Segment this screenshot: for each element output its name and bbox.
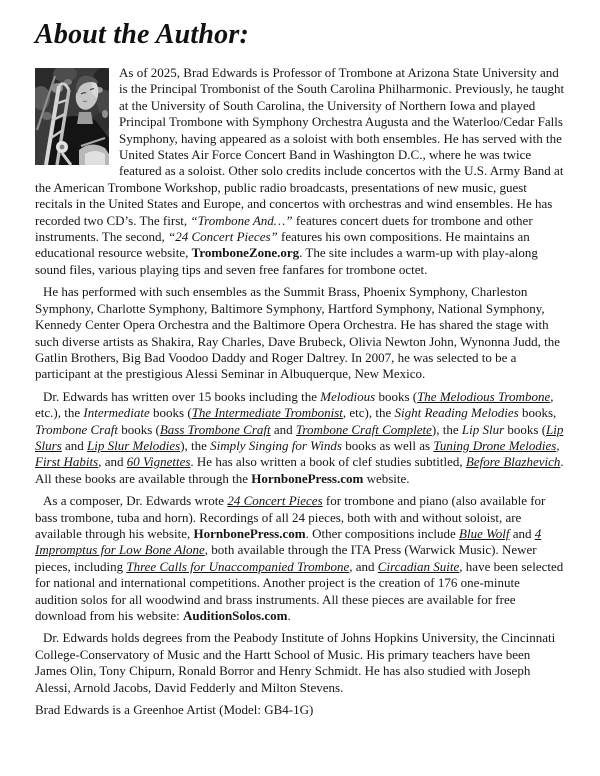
text-run: features his own compositions. He maintains an educational resource website, (35, 229, 530, 261)
work-title-link[interactable]: Tuning Drone Melodies (433, 437, 557, 453)
text-run: for trombone and piano (also available for bass trombone, tuba and horn). Recordings of all 24 pieces, both with and without soloist, are available through his website, (35, 493, 546, 541)
text-run: Melodious (320, 388, 376, 404)
text-run: , etc.), the (35, 388, 554, 421)
website-name: TromboneZone.org (191, 245, 300, 261)
text-run: As of 2025, Brad Edwards is Professor of Trombone at Arizona State University and is the Principal Trombonist of the South Carolina Philharmonic. Previously, he taught at the University of South Carolina, the University of Northern Iowa and played Principal Trombone with Symphony Orchestra Augusta and the Waterloo/Cedar Falls Symphony, having appeared as a soloist with both ensembles. He has served with the United States Air Force Concert Band in Washington D.C., where he was twice featured as a soloist. Other solo credits include concertos with the U.S. Army Band at the American Trombone Workshop, public radio broadcasts, presentations of new music, guest recitals in the United States and Europe, and concertos with orchestras and wind ensembles. He has recorded two CD’s. The first, (35, 65, 565, 228)
work-title-link[interactable]: First Habits (35, 454, 99, 470)
text-run: . The site includes a warm-up with play-along sound files, various playing tips and seven free fanfares for trombone octet. (35, 245, 538, 277)
work-title-link[interactable]: Three Calls for Unaccompanied Trombone (126, 558, 350, 574)
work-title-link[interactable]: 60 Vignettes (126, 454, 191, 470)
text-run: , etc), the (342, 405, 395, 421)
work-title-link[interactable]: 24 Concert Pieces (227, 493, 323, 509)
paragraph-bio-intro (35, 65, 565, 278)
text-run: Sight Reading Melodies (394, 405, 519, 421)
paragraph-books (35, 389, 565, 487)
paragraphs-container (35, 65, 565, 718)
paragraph-compositions (35, 493, 565, 624)
text-run: and (61, 437, 88, 453)
paragraph-greenhoe (35, 702, 565, 718)
website-name: HornbonePress.com (251, 470, 364, 486)
website-name: AuditionSolos.com (183, 608, 288, 623)
text-run: , (556, 437, 560, 453)
work-title-link[interactable]: The Melodious Trombone (417, 388, 551, 404)
text-run: Simply Singing for Winds (210, 437, 342, 453)
website-name: HornbonePress.com (193, 525, 306, 541)
text-run: books ( (504, 421, 547, 437)
text-run: features concert duets for trombone and other instruments. The second, (35, 212, 533, 245)
work-title-link[interactable]: 4 Impromptus for Low Bone Alone (35, 525, 542, 558)
text-run: . He has also written a book of clef studies subtitled, (190, 454, 466, 470)
work-title-link[interactable]: Blue Wolf (459, 525, 510, 541)
text-run: books, (518, 405, 557, 421)
work-title-link[interactable]: Lip Slurs (35, 421, 564, 453)
about-content (35, 65, 565, 718)
text-run: , and (98, 454, 127, 470)
text-run: website. (363, 470, 410, 486)
text-run: books ( (375, 388, 418, 404)
text-run: , have been selected for national and international competitions. Another project is the creation of 176 one-minute audition solos for all woodwind and brass instruments. All these pieces are available for free download from his website: (35, 558, 564, 623)
text-run: books as well as (341, 437, 434, 453)
paragraph-ensembles (35, 284, 565, 382)
text-run: “Trombone And…” (190, 212, 293, 228)
text-run: As a composer, Dr. Edwards wrote (43, 493, 228, 509)
work-title-link[interactable]: Bass Trombone Craft (159, 421, 271, 437)
text-run: and (270, 421, 296, 437)
text-run: Brad Edwards is a Greenhoe Artist (Model: GB4-1G) (35, 702, 314, 718)
text-run: Trombone Craft (35, 421, 118, 437)
text-run: He has performed with such ensembles as the Summit Brass, Phoenix Symphony, Charleston Symphony, Charlotte Symphony, Baltimore Symphony, Hartford Symphony, National Symphony, Kennedy Center Opera Orchestra and the Baltimore Opera Orchestra. He has shared the stage with such diverse artists as Shakira, Ray Charles, Dave Brubeck, Olivia Newton John, Wynonna Judd, the Gatlin Brothers, Big Bad Voodoo Daddy and Roger Daltrey. In 2007, he was selected to be a participant at the prestigious Alessi Seminar in Albuquerque, New Mexico. (35, 284, 561, 382)
paragraph-education (35, 630, 565, 696)
text-run: Lip Slur (461, 421, 505, 437)
text-run: ), the (180, 437, 211, 453)
author-photo (35, 68, 109, 165)
text-run: ), the (431, 421, 462, 437)
work-title-link[interactable]: Lip Slur Melodies (87, 437, 181, 453)
text-run: , both available through the ITA Press (Warwick Music). Newer pieces, including (35, 542, 537, 574)
text-run: . Other compositions include (305, 525, 460, 541)
text-run: . All these books are available through the (35, 454, 564, 486)
text-run: “24 Concert Pieces” (168, 229, 278, 245)
text-run: Intermediate (83, 405, 150, 421)
author-photo-graphic (35, 68, 109, 165)
page-title: About the Author: (35, 19, 249, 50)
text-run: and (509, 525, 535, 541)
text-run: books ( (149, 405, 192, 421)
work-title-link[interactable]: Circadian Suite (377, 558, 460, 574)
text-run: Dr. Edwards has written over 15 books including the (43, 388, 321, 404)
text-run: books ( (117, 421, 160, 437)
work-title-link[interactable]: Before Blazhevich (465, 454, 561, 470)
work-title-link[interactable]: Trombone Craft Complete (295, 421, 432, 437)
work-title-link[interactable]: The Intermediate Trombonist (191, 405, 343, 421)
text-run: , and (349, 558, 378, 574)
text-run: . (287, 608, 291, 623)
text-run: Dr. Edwards holds degrees from the Peabody Institute of Johns Hopkins University, the Cincinnati College-Conservatory of Music and the Hartt School of Music. His primary teachers have been James Olin, Tony Chipurn, Ronald Borror and Henry Schmidt. He has also studied with Joseph Alessi, Arnold Jacobs, David Fedderly and Milton Stevens. (35, 630, 556, 695)
